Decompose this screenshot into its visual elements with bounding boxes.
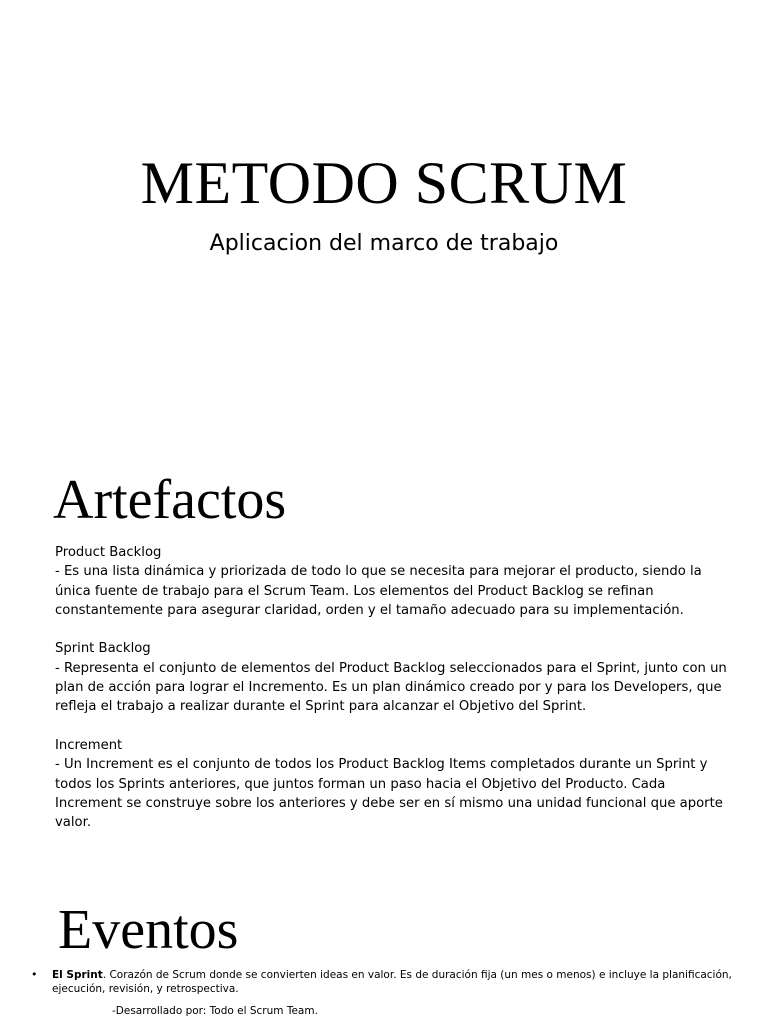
page-title: METODO SCRUM: [140, 150, 628, 216]
artifact-sprint-backlog: [55, 639, 735, 716]
artifact-description: - Es una lista dinámica y priorizada de todo lo que se necesita para mejorar el producto, siendo la única fuente de trabajo para el Scrum Team. Los elementos del Product Backlog se refinan constantemente para asegurar claridad, orden y el tamaño adecuado para su implementación.: [55, 564, 702, 618]
artifact-name: Increment: [55, 737, 123, 753]
event-description: . Corazón de Scrum donde se convierten ideas en valor. Es de duración fija (un mes o menos) e incluye la planificación, ejecución, revisión, y retrospectiva.: [52, 969, 732, 995]
artifact-product-backlog: [55, 543, 735, 620]
artifact-name: Sprint Backlog: [55, 641, 151, 657]
bullet-icon: •: [31, 968, 38, 981]
eventos-list: [31, 968, 741, 1018]
artifact-name: Product Backlog: [55, 545, 162, 560]
eventos-heading: Eventos: [58, 899, 239, 961]
event-item-sprint: [31, 968, 741, 1018]
artefactos-heading: Artefactos: [53, 469, 287, 531]
artifact-increment: [55, 736, 735, 832]
artefactos-list: [55, 543, 735, 852]
artifact-description: - Representa el conjunto de elementos del Product Backlog seleccionados para el Sprint, junto con un plan de acción para lograr el Incremento. Es un plan dinámico creado por y para los Developers, que refleja el trabajo a realizar durante el Sprint para alcanzar el Objetivo del Sprint.: [55, 660, 727, 715]
artifact-description: - Un Increment es el conjunto de todos los Product Backlog Items completados durante un Sprint y todos los Sprints anteriores, que juntos forman un paso hacia el Objetivo del Producto. Cada Increment se construye sobre los anteriores y debe ser en sí mismo una unidad funcional que aporte valor.: [55, 757, 723, 831]
event-sub-detail: -Desarrollado por: Todo el Scrum Team.: [112, 1005, 318, 1017]
page-subtitle: Aplicacion del marco de trabajo: [209, 231, 559, 256]
event-name: El Sprint: [52, 969, 103, 981]
